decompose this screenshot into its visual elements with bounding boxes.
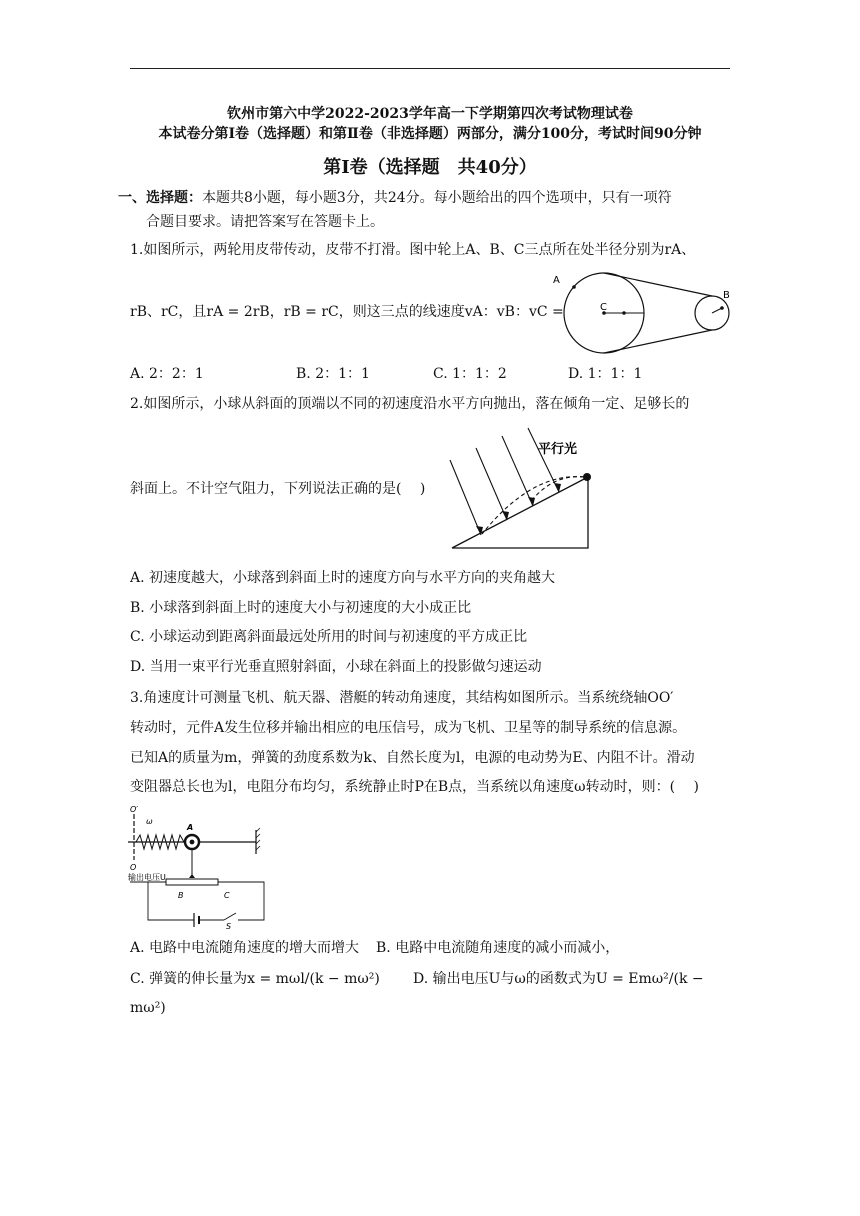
q3-fig-label-omega: ω (146, 817, 153, 826)
q1-belt-pulley-figure (540, 268, 740, 358)
part1-text-a: 本题共8小题，每小题3分，共24分。每小题给出的四个选项中，只有一项符 (202, 190, 672, 206)
q3-stem-line2: 转动时，元件A发生位移并输出相应的电压信号，成为飞机、卫星等的制导系统的信息源。 (130, 720, 687, 736)
q3-fig-label-s: S (226, 922, 232, 931)
q3-fig-label-c: C (224, 891, 230, 900)
part1-label: 一、选择题： (118, 190, 202, 206)
q1-option-c[interactable]: C. 1：1：2 (433, 366, 507, 382)
q3-fig-label-output: 输出电压U (128, 873, 166, 882)
q1-fig-label-a: A (553, 275, 560, 286)
part1-text-b: 合题目要求。请把答案写在答题卡上。 (146, 214, 384, 230)
q2-stem-line1: 2.如图所示，小球从斜面的顶端以不同的初速度沿水平方向抛出，落在倾角一定、足够长的 (130, 396, 690, 412)
q1-option-b[interactable]: B. 2：1：1 (296, 366, 370, 382)
exam-subtitle: 本试卷分第Ⅰ卷（选择题）和第Ⅱ卷（非选择题）两部分，满分100分，考试时间90分钟 (158, 126, 702, 142)
q2-option-d[interactable]: D. 当用一束平行光垂直照射斜面，小球在斜面上的投影做匀速运动 (130, 659, 542, 675)
exam-title: 钦州市第六中学2022-2023学年高一下学期第四次考试物理试卷 (227, 106, 633, 122)
q2-option-b[interactable]: B. 小球落到斜面上时的速度大小与初速度的大小成正比 (130, 600, 472, 616)
q3-stem-line1: 3.角速度计可测量飞机、航天器、潜艇的转动角速度，其结构如图所示。当系统绕轴OO′ (130, 690, 674, 706)
q3-option-c[interactable]: C. 弹簧的伸长量为x = mωl/(k − mω²) (130, 971, 380, 987)
q3-stem-line4: 变阻器总长也为l，电阻分布均匀，系统静止时P在B点，当系统以角速度ω转动时，则：( ) (130, 779, 699, 795)
q2-incline-figure (446, 426, 606, 554)
q2-option-c[interactable]: C. 小球运动到距离斜面最远处所用的时间与初速度的平方成正比 (130, 629, 528, 645)
header-rule (130, 68, 730, 69)
q2-stem-line2: 斜面上。不计空气阻力，下列说法正确的是( ) (130, 481, 426, 497)
q2-option-a[interactable]: A. 初速度越大，小球落到斜面上时的速度方向与水平方向的夹角越大 (130, 570, 556, 586)
part1-instructions (118, 188, 672, 208)
q3-option-d-continued: mω²) (130, 1000, 166, 1016)
q3-angular-velocity-meter-figure (128, 802, 270, 931)
q3-option-d[interactable]: D. 输出电压U与ω的函数式为U = Emω²/(k − (413, 971, 704, 987)
section-title: 第Ⅰ卷（选择题 共40分） (323, 157, 537, 178)
q1-fig-label-b: B (723, 290, 730, 301)
q3-fig-label-o-prime: O′ (130, 805, 139, 814)
q3-fig-label-b: B (178, 891, 184, 900)
q1-stem-line1: 1.如图所示，两轮用皮带传动，皮带不打滑。图中轮上A、B、C三点所在处半径分别为rA、 (130, 242, 696, 258)
q3-option-a[interactable]: A. 电路中电流随角速度的增大而增大 (130, 940, 360, 956)
q1-option-a[interactable]: A. 2：2：1 (130, 366, 204, 382)
q3-fig-label-a: A (187, 823, 194, 832)
q3-fig-label-o: O (130, 863, 137, 872)
q3-stem-line3: 已知A的质量为m，弹簧的劲度系数为k、自然长度为l，电源的电动势为E、内阻不计。滑动 (130, 750, 695, 766)
q1-option-d[interactable]: D. 1：1：1 (568, 366, 643, 382)
q1-stem-line2: rB、rC，且rA = 2rB，rB = rC，则这三点的线速度vA：vB：vC = (130, 304, 564, 320)
q3-option-b[interactable]: B. 电路中电流随角速度的减小而减小， (376, 940, 620, 956)
q2-fig-label-parallel-light: 平行光 (538, 442, 578, 457)
q1-fig-label-c: C (600, 302, 607, 313)
